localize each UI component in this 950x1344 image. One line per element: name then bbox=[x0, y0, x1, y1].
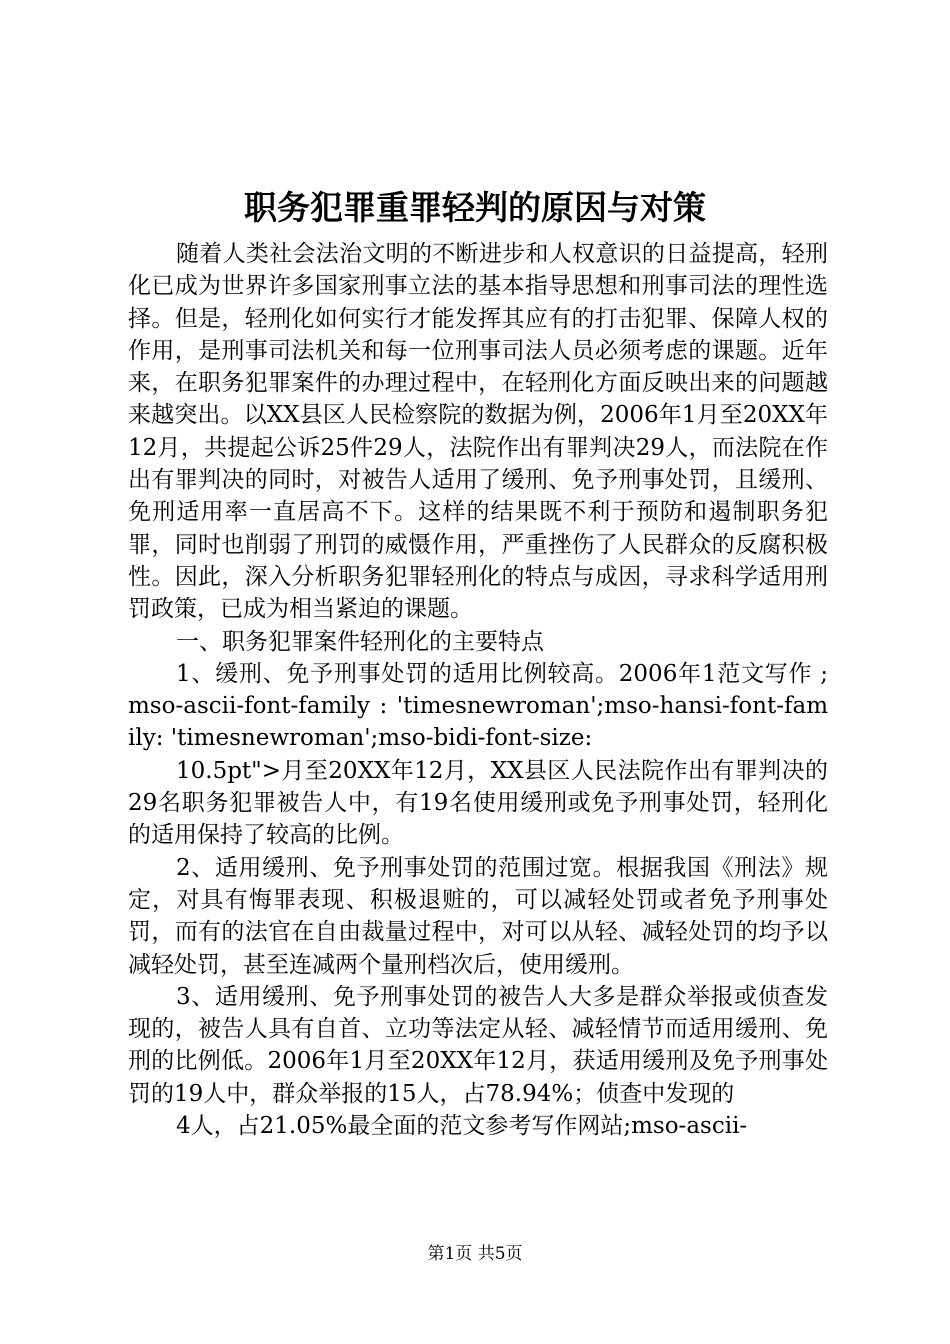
point-1-continuation: 10.5pt">月至20XX年12月，XX县区人民法院作出有罪判决的29名职务犯罪被告人中，有19名使用缓刑或免予刑事处罚，轻刑化的适用保持了较高的比例。 bbox=[128, 757, 828, 849]
point-3-continuation: 4人，占21.05%最全面的范文参考写作网站;mso-ascii- bbox=[176, 1113, 748, 1140]
point-2-paragraph: 2、适用缓刑、免予刑事处罚的范围过宽。根据我国《刑法》规定，对具有悔罪表现、积极退赃的，可以减轻处罚或者免予刑事处罚，而有的法官在自由裁量过程中，对可以从轻、减轻处罚的均予以减轻处罚，甚至连减两个量刑档次后，使用缓刑。 bbox=[128, 854, 828, 978]
section-heading: 一、职务犯罪案件轻刑化的主要特点 bbox=[176, 628, 544, 655]
point-3-paragraph: 3、适用缓刑、免予刑事处罚的被告人大多是群众举报或侦查发现的，被告人具有自首、立功等法定从轻、减轻情节而适用缓刑、免刑的比例低。2006年1月至20XX年12月，获适用缓刑及免予刑事处罚的19人中，群众举报的15人，占78.94%；侦查中发现的 bbox=[128, 983, 828, 1107]
page-footer: 第1页 共5页 bbox=[427, 1244, 523, 1264]
point-1-paragraph: 1、缓刑、免予刑事处罚的适用比例较高。2006年1范文写作 ;mso-ascii-font-family : 'timesnewroman';mso-hansi-font-family: 'timesnewroman';mso-bidi-font-size: bbox=[128, 660, 828, 752]
intro-paragraph: 随着人类社会法治文明的不断进步和人权意识的日益提高，轻刑化已成为世界许多国家刑事立法的基本指导思想和刑事司法的理性选择。但是，轻刑化如何实行才能发挥其应有的打击犯罪、保障人权的作用，是刑事司法机关和每一位刑事司法人员必须考虑的课题。近年来，在职务犯罪案件的办理过程中，在轻刑化方面反映出来的问题越来越突出。以XX县区人民检察院的数据为例，2006年1月至20XX年12月，共提起公诉25件29人，法院作出有罪判决29人，而法院在作出有罪判决的同时，对被告人适用了缓刑、免予刑事处罚，且缓刑、免刑适用率一直居高不下。这样的结果既不利于预防和遏制职务犯罪，同时也削弱了刑罚的威慑作用，严重挫伤了人民群众的反腐积极性。因此，深入分析职务犯罪轻刑化的特点与成因，寻求科学适用刑罚政策，已成为相当紧迫的课题。 bbox=[128, 241, 828, 623]
document-title: 职务犯罪重罪轻判的原因与对策 bbox=[244, 188, 706, 227]
document-body bbox=[128, 238, 828, 1142]
